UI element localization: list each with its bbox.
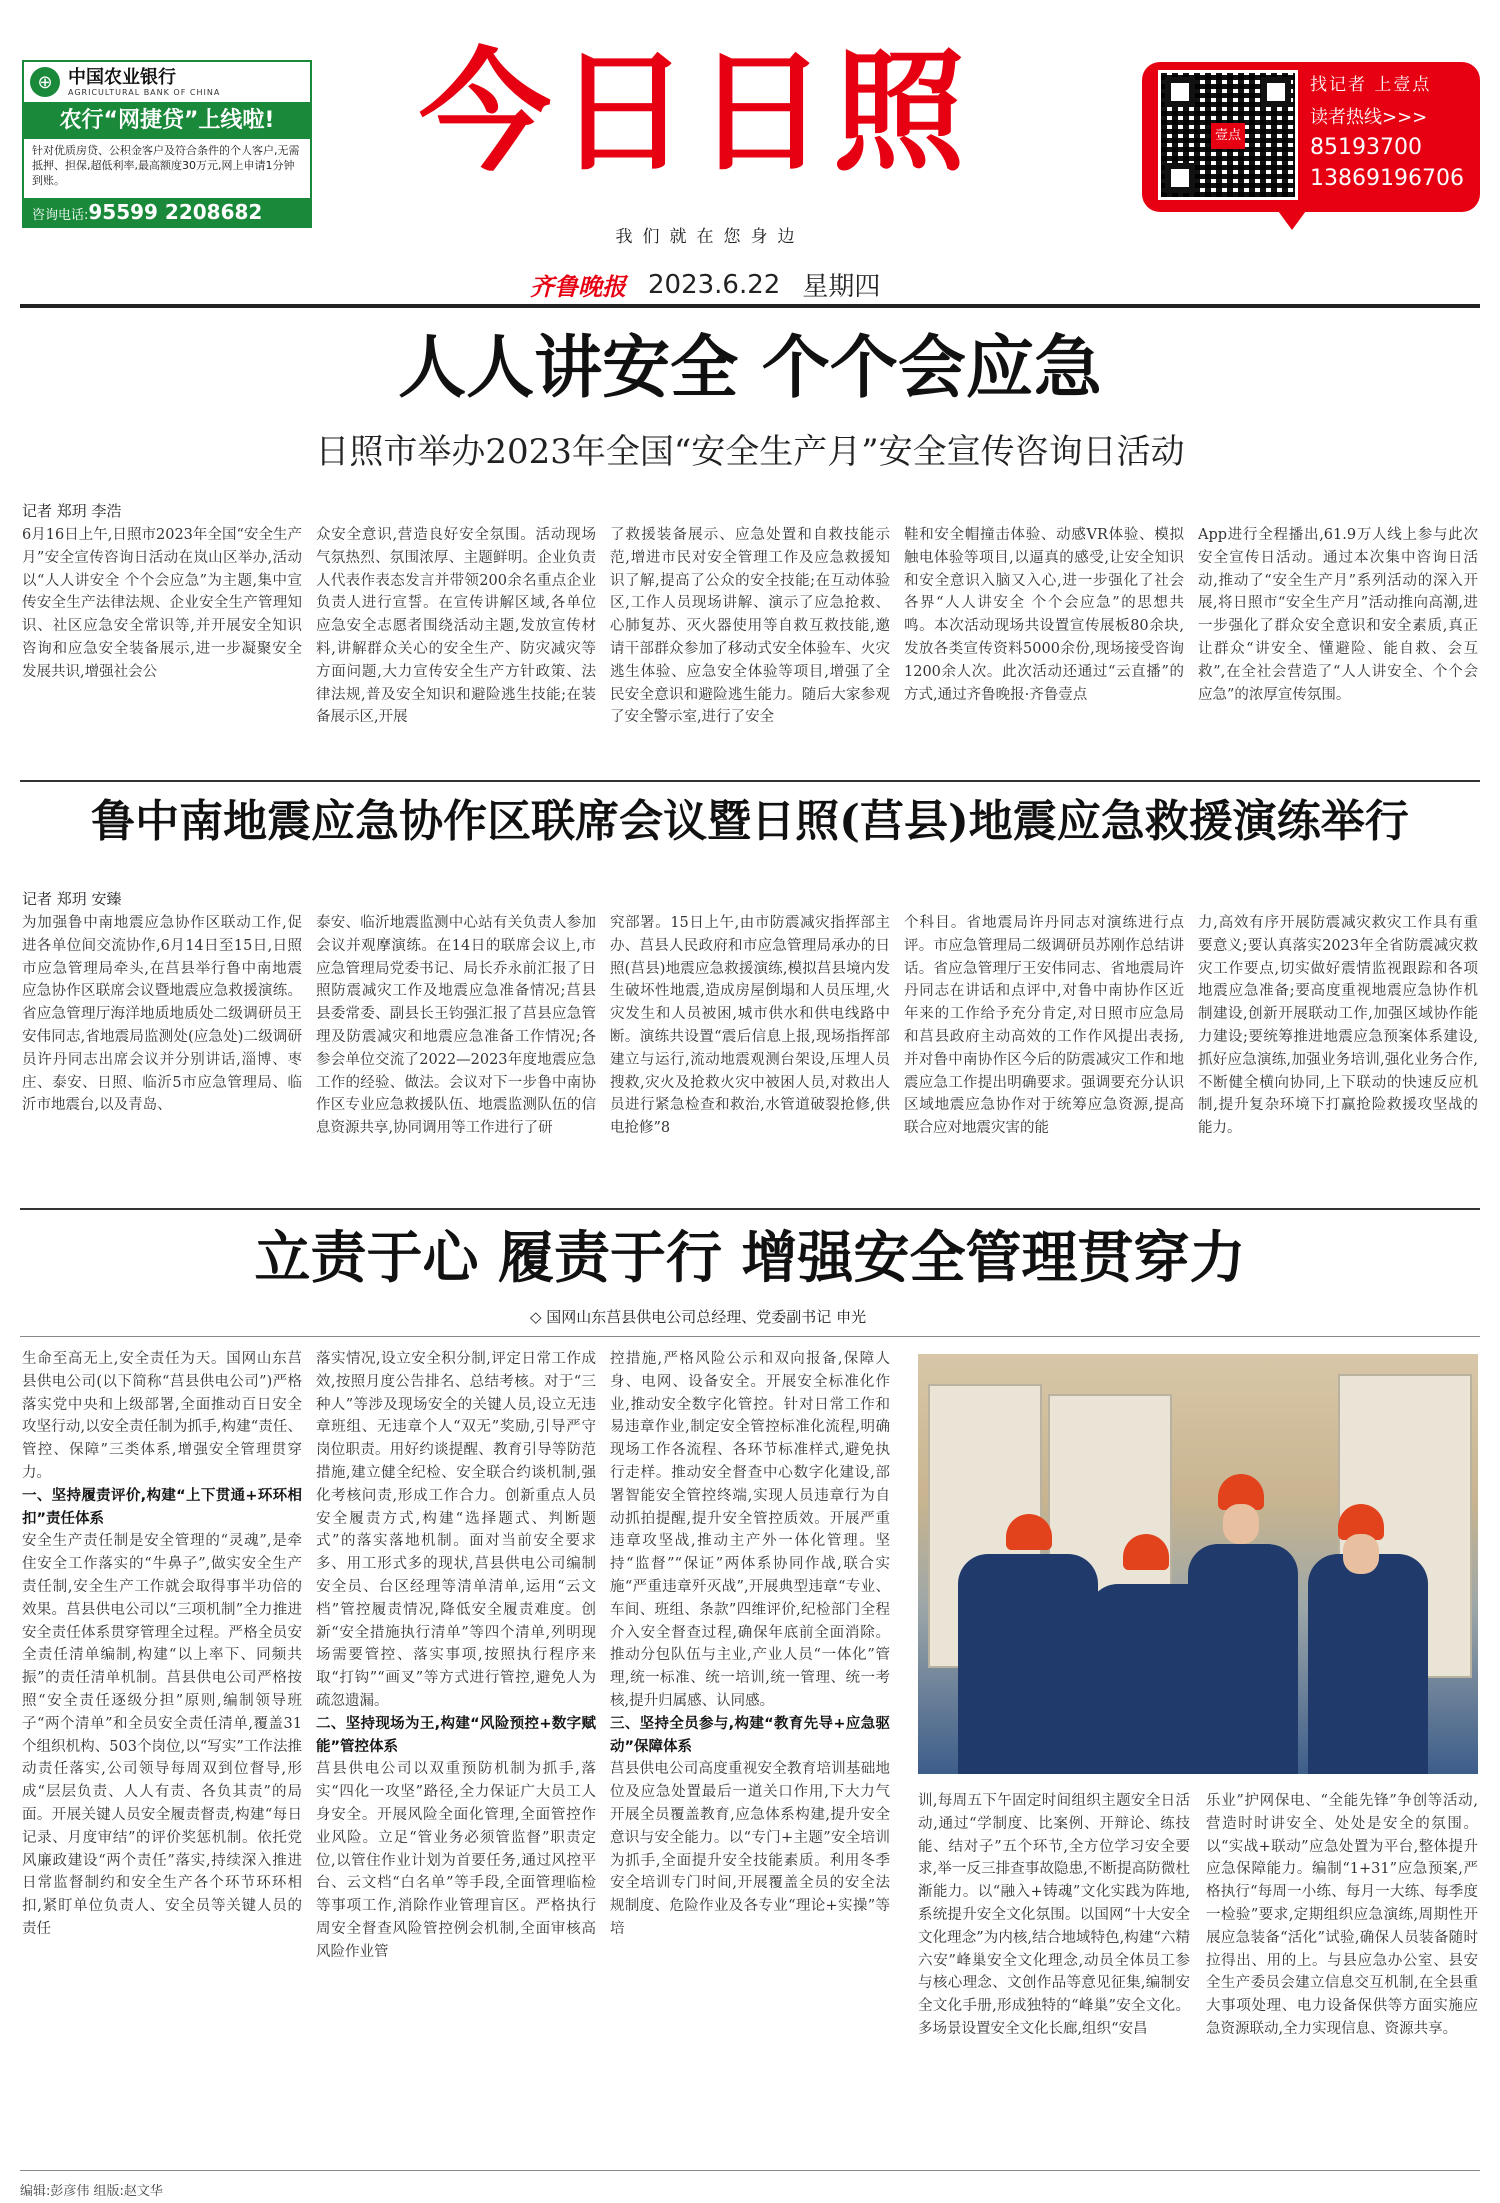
- abc-logo-icon: ⊕: [30, 67, 60, 97]
- hotline-phone2: 13869196706: [1310, 166, 1464, 191]
- worker-face: [1223, 1504, 1259, 1544]
- article2-col-5: 力,高效有序开展防震减灾救灾工作具有重要意义;要认真落实2023年全省防震减灾救灾工作要点,切实做好震情监视跟踪和各项地震应急准备;要高度重视地震应急协作机制建设,创新开展联动工作,加强区域协作能力建设;要统筹推进地震应急预案体系建设,抓好应急演练,加强业务培训,强化业务合作,不断健全横向协同,上下联动的快速反应机制,提升复杂环境下打赢抢险救援攻坚战的能力。: [1198, 915, 1478, 1137]
- article3-col1-body: 安全生产责任制是安全管理的“灵魂”,是牵住安全工作落实的“牛鼻子”,做实安全生产责任制,安全生产工作就会取得事半功倍的效果。莒县供电公司以“三项机制”全力推进安全责任体系贯穿管理全过程。严格全员安全责任清单编制,构建“以上率下、同频共振”的责任清单机制。莒县供电公司严格按照“安全责任逐级分担”原则,编制领导班子“两个清单”和全员安全责任清单,覆盖31个组织机构、503个岗位,以“写实”工作法推动责任落实,公司领导每周双到位督导,形成“层层负责、人人有责、各负其责”的局面。开展关键人员安全履责督责,构建“每日记录、月度审结”的评价奖惩机制。依托党风廉政建设“两个责任”落实,持续深入推进日常监督制约和安全生产各个环节环环相扣,紧盯单位负责人、安全员等关键人员的责任: [22, 1533, 302, 1937]
- section-divider: [20, 780, 1480, 782]
- bank-description: 针对优质房贷、公积金客户及符合条件的个人客户,无需抵押、担保,超低利率,最高额度30万元,网上申请1分钟到账。: [32, 144, 300, 187]
- article2-body: [22, 912, 1478, 1202]
- worker-figure: [958, 1554, 1098, 1774]
- article1-col-2: 众安全意识,营造良好安全氛围。活动现场气氛热烈、氛围浓厚、主题鲜明。企业负责人代表作表态发言并带领200余名重点企业负责人进行宣誓。在宣传讲解区域,各单位应急安全志愿者围绕活动主题,发放宣传材料,讲解群众关心的安全生产、防灾减灾等方面问题,大力宣传安全生产方针政策、法律法规,普及安全知识和避险逃生技能;在装备展示区,开展: [316, 527, 596, 726]
- bubble-tail: [1270, 200, 1314, 230]
- article1-col-4: 鞋和安全帽撞击体验、动感VR体验、模拟触电体验等项目,以逼真的感受,让安全知识和安全意识入脑又入心,进一步强化了社会各界“人人讲安全 个个会应急”的思想共鸣。本次活动现场共设置宣传展板80余块,发放各类宣传资料5000余份,现场接受咨询1200余人次。此次活动还通过“云直播”的方式,通过齐鲁晚报·齐鲁壹点: [904, 527, 1184, 703]
- byline-rule: [20, 1336, 1480, 1337]
- bank-phone-label: 咨询电话:: [32, 208, 89, 223]
- article3-subhead-3: 三、坚持全员参与,构建“教育先导+应急驱动”保障体系: [610, 1715, 890, 1755]
- worker-figure: [1188, 1544, 1298, 1774]
- dateline: [530, 266, 880, 303]
- qr-code-icon[interactable]: [1158, 70, 1298, 200]
- article3-col-3: [610, 1348, 890, 2158]
- article1-col-3: 了救援装备展示、应急处置和自救技能示范,增进市民对安全管理工作及应急救援知识了解,提高了公众的安全技能;在互动体验区,工作人员现场讲解、演示了应急抢救、心肺复苏、灭火器使用等自救互救技能,邀请干部群众参加了移动式安全体验车、火灾逃生体验、应急安全体验等项目,增强了全民安全意识和避险逃生能力。随后大家参观了安全警示室,进行了安全: [610, 527, 890, 726]
- issue-date: 2023.6.22: [648, 269, 781, 300]
- bank-advertisement[interactable]: [22, 60, 312, 228]
- article3-col3-body-b: 莒县供电公司高度重视安全教育培训基础地位及应急处置最后一道关口作用,下大力气开展全员覆盖教育,应急体系构建,提升安全意识与安全能力。以“专门+主题”安全培训为抓手,全面提升安全技能素质。利用冬季安全培训专门时间,开展覆盖全员的安全法规制度、危险作业及各专业“理论+实操”等培: [610, 1761, 890, 1937]
- article3-intro: 生命至高无上,安全责任为天。国网山东莒县供电公司(以下简称“莒县供电公司”)严格落实党中央和上级部署,全面推动百日安全攻坚行动,以安全责任制为抓手,构建“责任、管控、保障”三类体系,增强安全管理贯穿力。: [22, 1351, 302, 1481]
- bank-name-en: AGRICULTURAL BANK OF CHINA: [68, 87, 221, 97]
- article2-col-1: 为加强鲁中南地震应急协作区联动工作,促进各单位间交流协作,6月14日至15日,日照市应急管理局牵头,在莒县举行鲁中南地震应急协作区联席会议暨地震应急救援演练。省应急管理厅海洋地质地质处二级调研员王安伟同志,省地震局监测处(应急处)二级调研员许丹同志出席会议并分别讲话,淄博、枣庄、泰安、日照、临沂5市应急管理局、临沂市地震台,以及青岛、: [22, 915, 302, 1114]
- worker-figure: [1308, 1554, 1428, 1774]
- article3-subhead-2: 二、坚持现场为王,构建“风险预控+数字赋能”管控体系: [316, 1715, 596, 1755]
- paper-brand: 齐鲁晚报: [530, 272, 626, 301]
- article3-col-2: [316, 1348, 596, 2158]
- hotline-line2: 读者热线>>>: [1310, 107, 1428, 128]
- article3-col3-body: 控措施,严格风险公示和双向报备,保障人身、电网、设备安全。开展安全标准化作业,推动安全数字化管控。针对日常工作和易违章作业,制定安全管控标准化流程,明确现场工作各流程、各环节标准样式,避免执行走样。推动安全督查中心数字化建设,部署智能安全管控终端,实现人员违章行为自动抓拍提醒,提升安全管控质效。开展严重违章攻坚战,推动主产外一体化管理。坚持“监督”“保证”两体系协同作战,联合实施“严重违章歼灭战”,开展典型违章“专业、车间、班组、条款”四维评价,纪检部门全程介入安全督查过程,确保年底前全面消除。推动分包队伍与主业,产业人员“一体化”管理,统一标准、统一培训,统一管理、统一考核,提升归属感、认同感。: [610, 1351, 890, 1709]
- bank-slogan: 农行“网捷贷”上线啦!: [24, 103, 310, 139]
- article2-col-3: 究部署。15日上午,由市防震减灾指挥部主办、莒县人民政府和市应急管理局承办的日照(莒县)地震应急救援演练,模拟莒县境内发生破坏性地震,造成房屋倒塌和人员压埋,火灾发生和人员被困,城市供水和供电线路中断。演练共设置“震后信息上报,现场指挥部建立与运行,流动地震观测台架设,压埋人员搜救,灾火及抢救火灾中被困人员,对救出人员进行紧急检查和救治,水管道破裂抢修,供电抢修”8: [610, 915, 890, 1137]
- article2-col-2: 泰安、临沂地震监测中心站有关负责人参加会议并观摩演练。在14日的联席会议上,市应急管理局党委书记、局长乔永前汇报了日照防震减灾工作及地震应急准备情况;莒县县委常委、副县长王钧强汇报了莒县应急管理及防震减灾和地震应急准备工作情况;各参会单位交流了2022—2023年度地震应急工作的经验、做法。会议对下一步鲁中南协作区专业应急救援队伍、地震监测队伍的信息资源共享,协同调用等工作进行了研: [316, 915, 596, 1137]
- article3-subhead-1: 一、坚持履责评价,构建“上下贯通+环环相扣”责任体系: [22, 1487, 302, 1527]
- footer-rule: [20, 2170, 1480, 2171]
- newspaper-logo: 今日日照: [419, 36, 971, 190]
- issue-weekday: 星期四: [802, 272, 881, 302]
- article3-col-5: 乐业”护网保电、“全能先锋”争创等活动,营造时时讲安全、处处是安全的氛围。以“实战+联动”应急处置为平台,整体提升应急保障能力。编制“1+31”应急预案,严格执行“每周一小练、每月一大练、每季度一检验”要求,定期组织应急演练,周期性开展应急装备“活化”试验,确保人员装备随时拉得出、用的上。与县应急办公室、县安全生产委员会建立信息交互机制,在全县重大事项处理、电力设备保供等方面实施应急资源联动,全力实现信息、资源共享。: [1206, 1793, 1478, 2037]
- article1-reporter: 记者 郑玥 李浩: [22, 502, 122, 520]
- article1-title: 人人讲安全 个个会应急: [398, 328, 1102, 408]
- article2-col-4: 个科目。省地震局许丹同志对演练进行点评。市应急管理局二级调研员苏刚作总结讲话。省应急管理厅王安伟同志、省地震局许丹同志在讲话和点评中,对鲁中南协作区近年来的工作给予充分肯定,对日照市应急局和莒县政府主动高效的工作作风提出表扬,并对鲁中南协作区今后的防震减灾工作和地震应急工作提出明确要求。强调要充分认识区域地震应急协作对于统筹应急资源,提高联合应对地震灾害的能: [904, 915, 1184, 1137]
- helmet-icon: [1006, 1514, 1052, 1550]
- article3-photo: [918, 1354, 1478, 1774]
- hotline-line1: 找记者 上壹点: [1310, 75, 1432, 95]
- article1-body: [22, 524, 1478, 770]
- article3-col2-body-b: 莒县供电公司以双重预防机制为抓手,落实“四化一攻坚”路径,全力保证广大员工人身安全。开展风险全面化管理,全面管控作业风险。立足“管业务必须管监督”职责定位,以管住作业计划为首要任务,通过风控平台、云文档“白名单”等手段,全面管理临检等事项工作,消除作业管理盲区。严格执行周安全督查风险管控例会机制,全面审核高风险作业管: [316, 1761, 596, 1960]
- editor-credits: 编辑:彭彦伟 组版:赵文华: [20, 2184, 163, 2199]
- article3-byline: ◇ 国网山东莒县供电公司总经理、党委副书记 申光: [530, 1308, 867, 1326]
- article3-col-4: 训,每周五下午固定时间组织主题安全日活动,通过“学制度、比案例、开辩论、练技能、结对子”五个环节,全方位学习安全要求,举一反三排查事故隐患,不断提高防微杜渐能力。以“融入+铸魂”文化实践为阵地,系统提升安全文化氛围。以国网“十大安全文化理念”为内核,结合地域特色,构建“六精六安”峰巢安全文化理念,动员全体员工参与核心理念、文创作品等意见征集,编制安全文化手册,形成独特的“峰巢”安全文化。多场景设置安全文化长廊,组织“安昌: [918, 1793, 1190, 2037]
- qr-label: 壹点: [1211, 123, 1245, 149]
- tagline: 我们就在您身边: [615, 227, 805, 247]
- hotline-phone1: 85193700: [1310, 135, 1422, 160]
- article1-col-1: 6月16日上午,日照市2023年全国“安全生产月”安全宣传咨询日活动在岚山区举办,活动以“人人讲安全 个个会应急”为主题,集中宣传安全生产法律法规、企业安全生产管理知识、社区应急安全常识等,并开展安全知识咨询和应急安全装备展示,进一步凝聚安全发展共识,增强社会公: [22, 527, 302, 680]
- article2-title: 鲁中南地震应急协作区联席会议暨日照(莒县)地震应急救援演练举行: [91, 796, 1409, 847]
- article3-col-1: [22, 1348, 302, 2158]
- worker-face: [1343, 1534, 1379, 1574]
- masthead-rule: [20, 304, 1480, 308]
- bank-phone-number: 95599 2208682: [88, 200, 263, 224]
- bank-phone: [24, 198, 310, 226]
- hotline-text: [1310, 70, 1478, 191]
- article3-col2-body: 落实情况,设立安全积分制,评定日常工作成效,按照月度公告排名、总结考核。对于“三种人”等涉及现场安全的关键人员,设立无违章班组、无违章个人“双无”奖励,引导严守岗位职责。用好约谈提醒、教育引导等防范措施,建立健全纪检、安全联合约谈机制,强化考核问责,形成工作合力。创新重点人员安全履责方式,构建“选择题式、判断题式”的落实落地机制。面对当前安全要求多、用工形式多的现状,莒县供电公司编制安全员、台区经理等清单清单,运用“云文档”管控履责情况,降低安全履责难度。创新“安全措施执行清单”等四个清单,列明现场需要管控、落实事项,按照执行程序来取“打钩”“画叉”等方式进行管控,避免人为疏忽遗漏。: [316, 1351, 596, 1709]
- bank-name: 中国农业银行: [68, 66, 176, 88]
- article1-col-5: App进行全程播出,61.9万人线上参与此次安全宣传日活动。通过本次集中咨询日活动,推动了“安全生产月”系列活动的深入开展,将日照市“安全生产月”活动推向高潮,进一步强化了群众安全意识和安全素质,真正让群众“讲安全、懂避险、能自救、会互救”,在全社会营造了“人人讲安全、个个会应急”的浓厚宣传氛围。: [1198, 527, 1478, 703]
- bank-header: [24, 62, 310, 103]
- article2-reporter: 记者 郑玥 安臻: [22, 890, 122, 908]
- article3-title: 立责于心 履责于行 增强安全管理贯穿力: [254, 1225, 1246, 1291]
- section-divider: [20, 1208, 1480, 1210]
- article1-subtitle: 日照市举办2023年全国“安全生产月”安全宣传咨询日活动: [315, 432, 1185, 472]
